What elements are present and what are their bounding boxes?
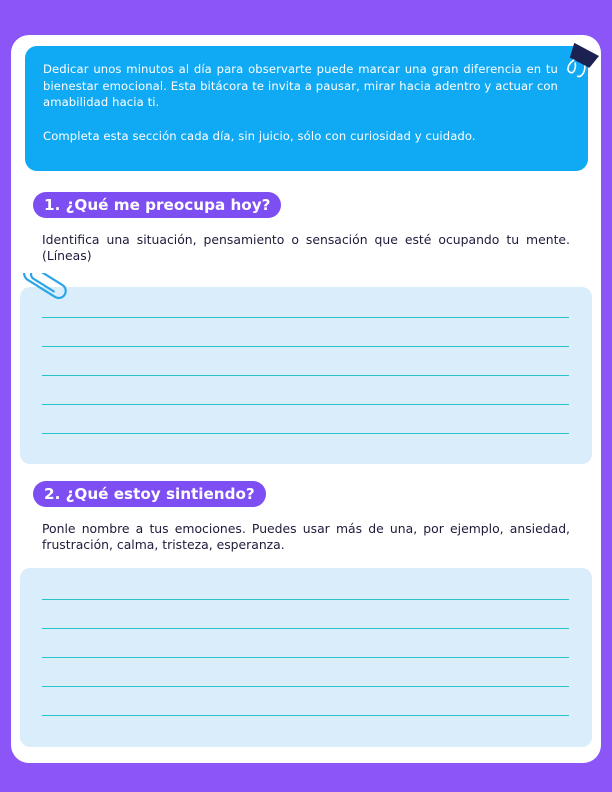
intro-box bbox=[25, 46, 588, 171]
section-2-writing-area[interactable] bbox=[20, 568, 592, 747]
binder-clip-icon bbox=[559, 38, 603, 82]
section-1-writing-area[interactable] bbox=[20, 287, 592, 464]
section-2-instruction: Ponle nombre a tus emociones. Puedes usar más de una, por ejemplo, ansiedad, frustración, calma, tristeza, esperanza. bbox=[42, 521, 570, 552]
section-1-title: 1. ¿Qué me preocupa hoy? bbox=[33, 192, 281, 218]
writing-line bbox=[42, 686, 569, 687]
paperclip-icon bbox=[19, 273, 69, 307]
journal-page bbox=[11, 35, 601, 763]
writing-line bbox=[42, 628, 569, 629]
intro-paragraph-2: Completa esta sección cada día, sin juicio, sólo con curiosidad y cuidado. bbox=[43, 128, 476, 143]
section-1-instruction: Identifica una situación, pensamiento o sensación que esté ocupando tu mente. (Líneas) bbox=[42, 232, 570, 263]
writing-line bbox=[42, 404, 569, 405]
section-2-title: 2. ¿Qué estoy sintiendo? bbox=[33, 481, 266, 507]
writing-line bbox=[42, 657, 569, 658]
writing-line bbox=[42, 715, 569, 716]
writing-line bbox=[42, 317, 569, 318]
writing-line bbox=[42, 346, 569, 347]
writing-line bbox=[42, 599, 569, 600]
intro-paragraph-1: Dedicar unos minutos al día para observarte puede marcar una gran diferencia en tu bienestar emocional. Esta bitácora te invita a pausar, mirar hacia adentro y actuar con amabilidad hacia ti. bbox=[43, 62, 558, 109]
writing-line bbox=[42, 433, 569, 434]
writing-line bbox=[42, 375, 569, 376]
